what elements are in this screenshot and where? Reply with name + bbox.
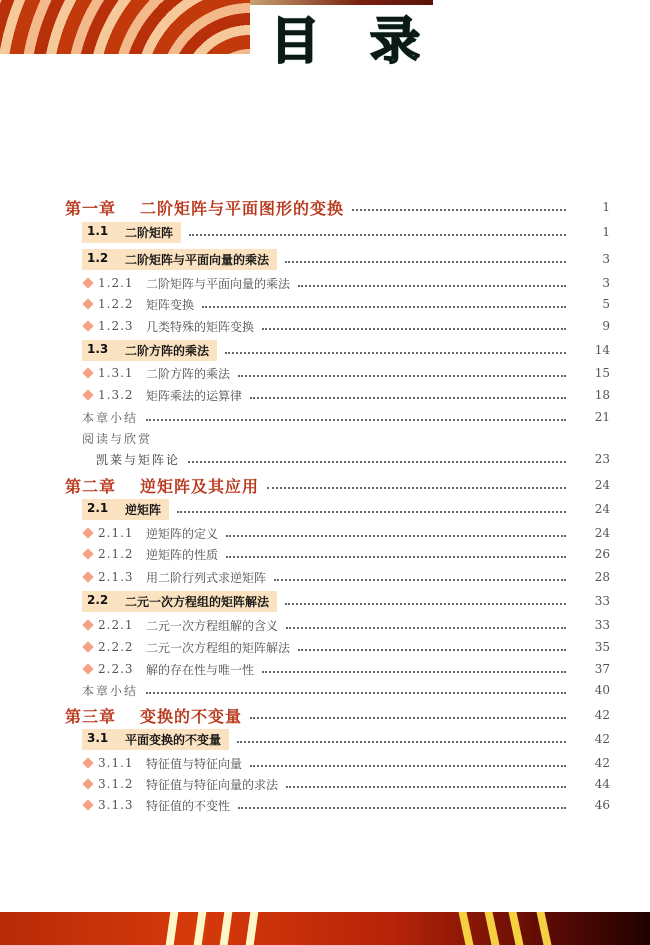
page-number: 21 (594, 410, 610, 424)
dot-leader (189, 234, 566, 236)
diamond-bullet-icon (82, 389, 93, 400)
subsection-title: 逆矩阵的性质 (146, 547, 219, 562)
toc-entry-plain[interactable] (0, 407, 650, 427)
dot-leader (238, 375, 566, 377)
section-heading (82, 499, 169, 520)
chapter-label: 第二章 (65, 476, 117, 496)
dot-leader (202, 306, 566, 308)
dot-leader (146, 419, 566, 421)
section-heading (82, 591, 277, 612)
subsection-title: 解的存在性与唯一性 (146, 662, 255, 677)
page-title-char-2: 录 (370, 12, 420, 70)
dot-leader (250, 765, 566, 767)
page-number: 23 (594, 452, 610, 466)
subsection-number: 2.2.2 (98, 640, 134, 654)
dot-leader (188, 461, 566, 463)
section-heading (82, 340, 217, 361)
page-number: 46 (594, 798, 610, 812)
dot-leader (298, 649, 566, 651)
toc-entry-section[interactable] (0, 499, 650, 519)
subsection-title: 二阶方阵的乘法 (146, 366, 231, 381)
subsection-number: 3.1.2 (98, 777, 134, 791)
toc-entry-sub[interactable] (0, 523, 650, 543)
subsection-title: 矩阵变换 (146, 297, 195, 312)
diamond-bullet-icon (82, 571, 93, 582)
dot-leader (285, 603, 566, 605)
diamond-bullet-icon (82, 298, 93, 309)
toc-entry-sub[interactable] (0, 774, 650, 794)
subsection-title: 几类特殊的矩阵变换 (146, 319, 255, 334)
page-number: 26 (594, 547, 610, 561)
dot-leader (285, 261, 566, 263)
dot-leader (267, 487, 566, 489)
page-number: 5 (602, 297, 610, 311)
toc-entry-sub[interactable] (0, 659, 650, 679)
toc-entry-chapter[interactable] (0, 475, 650, 495)
subsection-number: 1.3.1 (98, 366, 134, 380)
subsection-number: 2.1.3 (98, 570, 134, 584)
dot-leader (238, 807, 566, 809)
page-number: 9 (602, 319, 610, 333)
chapter-label: 第三章 (65, 706, 117, 726)
page-number: 15 (594, 366, 610, 380)
toc-entry-section[interactable] (0, 340, 650, 360)
diamond-bullet-icon (82, 367, 93, 378)
toc-entry-section[interactable] (0, 249, 650, 269)
section-number: 3.1 (87, 730, 109, 745)
page-number: 42 (594, 708, 610, 722)
section-number: 2.1 (87, 500, 109, 515)
entry-title: 本章小结 (82, 683, 139, 698)
diamond-bullet-icon (82, 527, 93, 538)
subsection-number: 2.1.1 (98, 526, 134, 540)
page-number: 24 (594, 526, 610, 540)
subsection-number: 1.2.2 (98, 297, 134, 311)
subsection-title: 逆矩阵的定义 (146, 526, 219, 541)
dot-leader (352, 209, 566, 211)
toc-entry-sub[interactable] (0, 273, 650, 293)
page-number: 3 (602, 276, 610, 290)
diamond-bullet-icon (82, 757, 93, 768)
toc-entry-chapter[interactable] (0, 197, 650, 217)
subsection-title: 特征值与特征向量 (146, 756, 243, 771)
page-number: 3 (602, 252, 610, 266)
section-title: 二阶矩阵 (125, 225, 174, 240)
page-number: 14 (594, 343, 610, 357)
dot-leader (226, 535, 566, 537)
dot-leader (262, 671, 566, 673)
toc-entry-section[interactable] (0, 591, 650, 611)
subsection-title: 二元一次方程组解的含义 (146, 618, 279, 633)
toc-entry-sub[interactable] (0, 753, 650, 773)
chapter-title: 变换的不变量 (140, 706, 243, 726)
diamond-bullet-icon (82, 548, 93, 559)
page-number: 33 (594, 618, 610, 632)
header-banner-decoration (0, 0, 250, 54)
subsection-number: 3.1.3 (98, 798, 134, 812)
subsection-number: 2.2.1 (98, 618, 134, 632)
entry-title: 阅读与欣赏 (82, 431, 153, 446)
dot-leader (225, 352, 566, 354)
toc-entry-section[interactable] (0, 729, 650, 749)
toc-entry-section[interactable] (0, 222, 650, 242)
footer-banner-decoration (0, 912, 650, 945)
subsection-number: 2.2.3 (98, 662, 134, 676)
toc-entry-sub[interactable] (0, 316, 650, 336)
subsection-title: 二元一次方程组的矩阵解法 (146, 640, 291, 655)
section-title: 二阶矩阵与平面向量的乘法 (125, 252, 270, 267)
section-number: 1.2 (87, 250, 109, 265)
chapter-label: 第一章 (65, 198, 117, 218)
diamond-bullet-icon (82, 778, 93, 789)
toc-entry-sub[interactable] (0, 544, 650, 564)
page-number: 42 (594, 732, 610, 746)
page-number: 37 (594, 662, 610, 676)
diamond-bullet-icon (82, 619, 93, 630)
subsection-title: 矩阵乘法的运算律 (146, 388, 243, 403)
section-title: 平面变换的不变量 (125, 732, 222, 747)
entry-title: 凯莱与矩阵论 (96, 452, 181, 467)
diamond-bullet-icon (82, 320, 93, 331)
page-number: 35 (594, 640, 610, 654)
dot-leader (286, 627, 566, 629)
toc-entry-sub[interactable] (0, 637, 650, 657)
page-number: 1 (602, 225, 610, 239)
page-number: 42 (594, 756, 610, 770)
section-title: 二阶方阵的乘法 (125, 343, 210, 358)
toc-entry-sub[interactable] (0, 363, 650, 383)
toc-entry-indent[interactable] (0, 449, 650, 469)
page-title-char-1: 目 (270, 12, 320, 70)
section-heading (82, 222, 181, 243)
section-number: 1.1 (87, 223, 109, 238)
toc-entry-chapter[interactable] (0, 705, 650, 725)
subsection-number: 3.1.1 (98, 756, 134, 770)
subsection-number: 1.2.3 (98, 319, 134, 333)
toc-entry-plain[interactable] (0, 680, 650, 700)
toc-entry-plain[interactable] (0, 428, 650, 448)
page-number: 24 (594, 478, 610, 492)
dot-leader (237, 741, 566, 743)
page-number: 28 (594, 570, 610, 584)
dot-leader (274, 579, 566, 581)
page-number: 1 (602, 200, 610, 214)
subsection-title: 特征值与特征向量的求法 (146, 777, 279, 792)
page-number: 24 (594, 502, 610, 516)
chapter-title: 二阶矩阵与平面图形的变换 (140, 198, 345, 218)
toc-entry-sub[interactable] (0, 615, 650, 635)
section-title: 二元一次方程组的矩阵解法 (125, 594, 270, 609)
dot-leader (298, 285, 566, 287)
section-title: 逆矩阵 (125, 502, 162, 517)
subsection-number: 1.2.1 (98, 276, 134, 290)
subsection-number: 2.1.2 (98, 547, 134, 561)
toc-entry-sub[interactable] (0, 385, 650, 405)
page-number: 33 (594, 594, 610, 608)
section-number: 1.3 (87, 341, 109, 356)
section-heading (82, 729, 229, 750)
dot-leader (286, 786, 566, 788)
subsection-title: 二阶矩阵与平面向量的乘法 (146, 276, 291, 291)
subsection-title: 特征值的不变性 (146, 798, 231, 813)
chapter-title: 逆矩阵及其应用 (140, 476, 260, 496)
diamond-bullet-icon (82, 663, 93, 674)
page-number: 40 (594, 683, 610, 697)
page-number: 44 (594, 777, 610, 791)
section-number: 2.2 (87, 592, 109, 607)
dot-leader (226, 556, 566, 558)
toc-entry-sub[interactable] (0, 795, 650, 815)
entry-title: 本章小结 (82, 410, 139, 425)
dot-leader (250, 397, 566, 399)
dot-leader (262, 328, 566, 330)
diamond-bullet-icon (82, 277, 93, 288)
diamond-bullet-icon (82, 799, 93, 810)
toc-entry-sub[interactable] (0, 294, 650, 314)
subsection-number: 1.3.2 (98, 388, 134, 402)
dot-leader (177, 511, 566, 513)
subsection-title: 用二阶行列式求逆矩阵 (146, 570, 267, 585)
dot-leader (146, 692, 566, 694)
dot-leader (250, 717, 566, 719)
header-strip-decoration (250, 0, 433, 5)
page-number: 18 (594, 388, 610, 402)
toc-entry-sub[interactable] (0, 567, 650, 587)
section-heading (82, 249, 277, 270)
diamond-bullet-icon (82, 641, 93, 652)
